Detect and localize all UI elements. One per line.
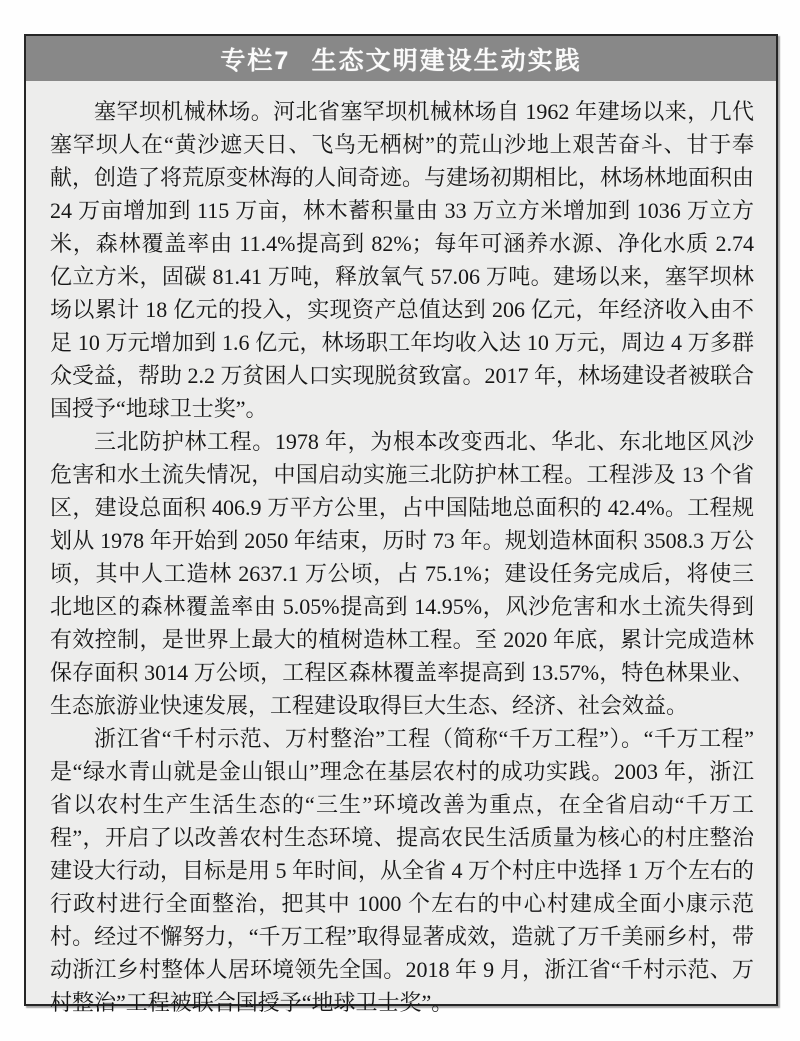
column-number-label: 专栏7	[220, 46, 291, 75]
column-body-text	[26, 81, 776, 1019]
column-header-bar	[26, 36, 776, 81]
paragraph-zhejiang-thousand-villages: 浙江省“千村示范、万村整治”工程（简称“千万工程”）。“千万工程”是“绿水青山就是金山银山”理念在基层农村的成功实践。2003 年，浙江省以农村生产生活生态的“三生”环境改善为重点，在全省启动“千万工程”，开启了以改善农村生态环境、提高农民生活质量为核心的村庄整治建设大行动，目标是用 5 年时间，从全省 4 万个村庄中选择 1 万个左右的行政村进行全面整治，把其中 1000 个左右的中心村建成全面小康示范村。经过不懈努力，“千万工程”取得显著成效，造就了万千美丽乡村，带动浙江乡村整体人居环境领先全国。2018 年 9 月，浙江省“千村示范、万村整治”工程被联合国授予“地球卫士奖”。	[50, 726, 755, 1015]
column-7-box	[24, 34, 778, 1015]
paragraph-three-north-shelterbelt: 三北防护林工程。1978 年，为根本改变西北、华北、东北地区风沙危害和水土流失情况，中国启动实施三北防护林工程。工程涉及 13 个省区，建设总面积 406.9 万平方公里，占中国陆地总面积的 42.4%。工程规划从 1978 年开始到 2050 年结束，历时 73 年。规划造林面积 3508.3 万公顷，其中人工造林 2637.1 万公顷，占 75.1%；建设任务完成后，将使三北地区的森林覆盖率由 5.05%提高到 14.95%，风沙危害和水土流失得到有效控制，是世界上最大的植树造林工程。至 2020 年底，累计完成造林保存面积 3014 万公顷，工程区森林覆盖率提高到 13.57%，特色林果业、生态旅游业快速发展，工程建设取得巨大生态、经济、社会效益。	[50, 429, 754, 718]
column-title: 生态文明建设生动实践	[311, 46, 582, 75]
paragraph-saihanba-forest-farm: 塞罕坝机械林场。河北省塞罕坝机械林场自 1962 年建场以来，几代塞罕坝人在“黄沙遮天日、飞鸟无栖树”的荒山沙地上艰苦奋斗、甘于奉献，创造了将荒原变林海的人间奇迹。与建场初期相比，林场林地面积由 24 万亩增加到 115 万亩，林木蓄积量由 33 万立方米增加到 1036 万立方米，森林覆盖率由 11.4%提高到 82%；每年可涵养水源、净化水质 2.74 亿立方米，固碳 81.41 万吨，释放氧气 57.06 万吨。建场以来，塞罕坝林场以累计 18 亿元的投入，实现资产总值达到 206 亿元，年经济收入由不足 10 万元增加到 1.6 亿元，林场职工年均收入达 10 万元，周边 4 万多群众受益，帮助 2.2 万贫困人口实现脱贫致富。2017 年，林场建设者被联合国授予“地球卫士奖”。	[50, 99, 755, 421]
